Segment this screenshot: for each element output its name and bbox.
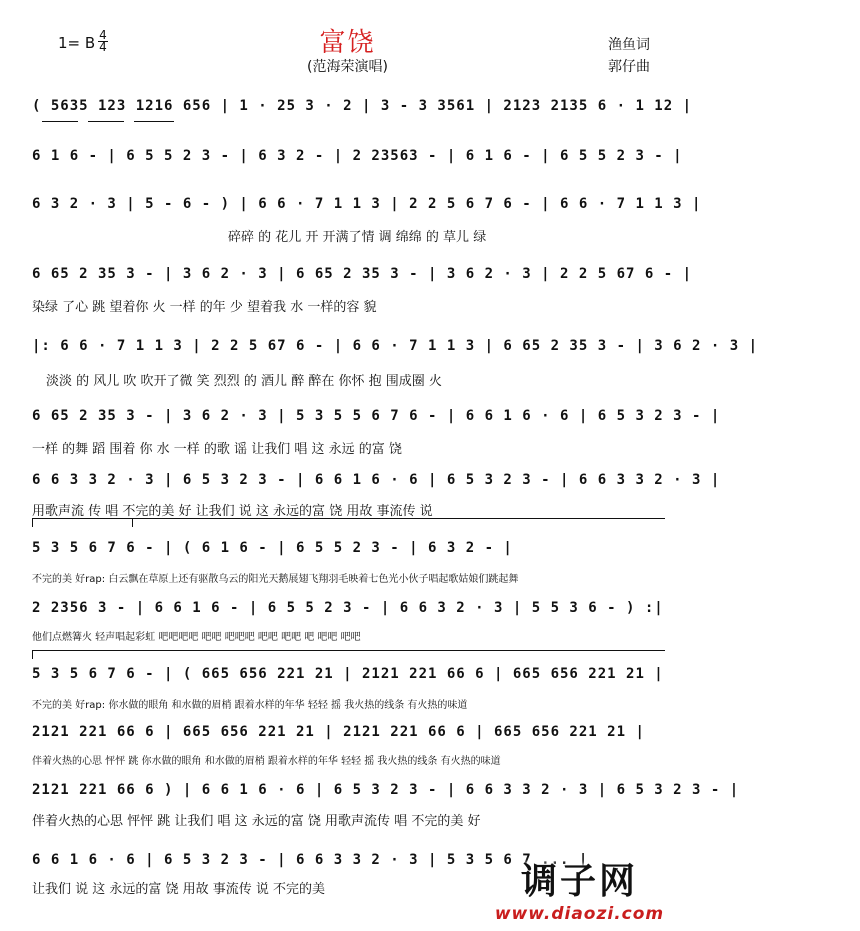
notation-line: 2121 221 66 6 ) | 6 6 1 6 · 6 | 6 5 3 2 3 - | 6 6 3 3 2 · 3 | 6 5 3 2 3 - |	[32, 782, 740, 798]
beam-line	[134, 121, 174, 122]
notation-line: 6 65 2 35 3 - | 3 6 2 · 3 | 5 3 5 5 6 7 6 - | 6 6 1 6 · 6 | 6 5 3 2 3 - |	[32, 408, 721, 424]
key-signature: 1= B	[58, 34, 96, 52]
lyrics-line: 伴着火热的心思 怦怦 跳 让我们 唱 这 永远的富 饶 用歌声流传 唱 不完的美 好	[32, 814, 481, 829]
volta-bracket-1	[32, 518, 133, 527]
site-watermark	[472, 853, 687, 927]
volta-bracket-1b	[132, 518, 665, 527]
notation-line: 6 6 3 3 2 · 3 | 6 5 3 2 3 - | 6 6 1 6 · 6 | 6 5 3 2 3 - | 6 6 3 3 2 · 3 |	[32, 472, 721, 488]
lyrics-line: 染绿 了心 跳 望着你 火 一样 的年 少 望着我 水 一样的容 貌	[32, 300, 377, 315]
volta-bracket-2	[32, 650, 665, 659]
singer-credit: (范海荣演唱)	[307, 59, 388, 75]
lyrics-line: 用歌声流 传 唱 不完的美 好 让我们 说 这 永远的富 饶 用故 事流传 说	[32, 504, 433, 519]
lyrics-line: 不完的美 好rap: 你水做的眼角 和水做的眉梢 跟着水样的年华 轻轻 摇 我火热的线条 有火热的味道	[32, 700, 468, 711]
lyrics-line: 让我们 说 这 永远的富 饶 用故 事流传 说 不完的美	[32, 882, 326, 897]
lyrics-line: 一样 的舞 蹈 围着 你 水 一样 的歌 谣 让我们 唱 这 永远 的富 饶	[32, 442, 402, 457]
lyrics-line: 他们点燃篝火 轻声唱起彩虹 吧吧吧吧 吧吧 吧吧吧 吧吧 吧吧 吧 吧吧 吧吧	[32, 632, 361, 643]
notation-line: 5 3 5 6 7 6 - | ( 6 1 6 - | 6 5 5 2 3 - | 6 3 2 - |	[32, 540, 513, 556]
watermark-logo-text: 调子网	[520, 861, 638, 902]
notation-line: |: 6 6 · 7 1 1 3 | 2 2 5 67 6 - | 6 6 · 7 1 1 3 | 6 65 2 35 3 - | 3 6 2 · 3 |	[32, 338, 759, 354]
lyrics-line: 伴着火热的心思 怦怦 跳 你水做的眼角 和水做的眉梢 跟着水样的年华 轻轻 摇 我火热的线条 有火热的味道	[32, 756, 501, 767]
lyrics-line: 淡淡 的 风儿 吹 吹开了微 笑 烈烈 的 酒儿 醉 醉在 你怀 抱 围成圈 火	[46, 374, 442, 389]
beam-line	[88, 121, 124, 122]
meter-bottom: 4	[99, 40, 107, 54]
song-title: 富饶	[319, 28, 376, 58]
lyricist-credit: 渔鱼词	[608, 37, 650, 53]
notation-line: 6 6 1 6 · 6 | 6 5 3 2 3 - | 6 6 3 3 2 · 3 | 5 3 5 6 7 ... |	[32, 852, 589, 868]
lyrics-line: 碎碎 的 花儿 开 开满了情 调 绵绵 的 草儿 绿	[228, 230, 487, 245]
notation-line: 2121 221 66 6 | 665 656 221 21 | 2121 221 66 6 | 665 656 221 21 |	[32, 724, 645, 740]
notation-line: 6 3 2 · 3 | 5 - 6 - ) | 6 6 · 7 1 1 3 | 2 2 5 6 7 6 - | 6 6 · 7 1 1 3 |	[32, 196, 702, 212]
beam-line	[42, 121, 78, 122]
watermark-url: www.diaozi.com	[494, 904, 665, 924]
notation-line: 6 65 2 35 3 - | 3 6 2 · 3 | 6 65 2 35 3 - | 3 6 2 · 3 | 2 2 5 67 6 - |	[32, 266, 693, 282]
notation-line: 2 2356 3 - | 6 6 1 6 - | 6 5 5 2 3 - | 6 6 3 2 · 3 | 5 5 3 6 - ) :|	[32, 600, 664, 616]
lyrics-line: 不完的美 好rap: 白云飘在草原上还有驱散乌云的阳光天鹅展翅飞翔羽毛映着七色光小伙子唱起歌姑娘们跳起舞	[32, 574, 519, 585]
notation-line: 6 1 6 - | 6 5 5 2 3 - | 6 3 2 - | 2 23563 - | 6 1 6 - | 6 5 5 2 3 - |	[32, 148, 683, 164]
composer-credit: 郭仔曲	[608, 59, 650, 75]
notation-line: ( 5635 123 1216 656 | 1 · 25 3 · 2 | 3 - 3 3561 | 2123 2135 6 · 1 12 |	[32, 98, 693, 114]
time-signature	[98, 30, 108, 53]
meter-top: 4	[99, 28, 107, 42]
notation-line: 5 3 5 6 7 6 - | ( 665 656 221 21 | 2121 221 66 6 | 665 656 221 21 |	[32, 666, 664, 682]
